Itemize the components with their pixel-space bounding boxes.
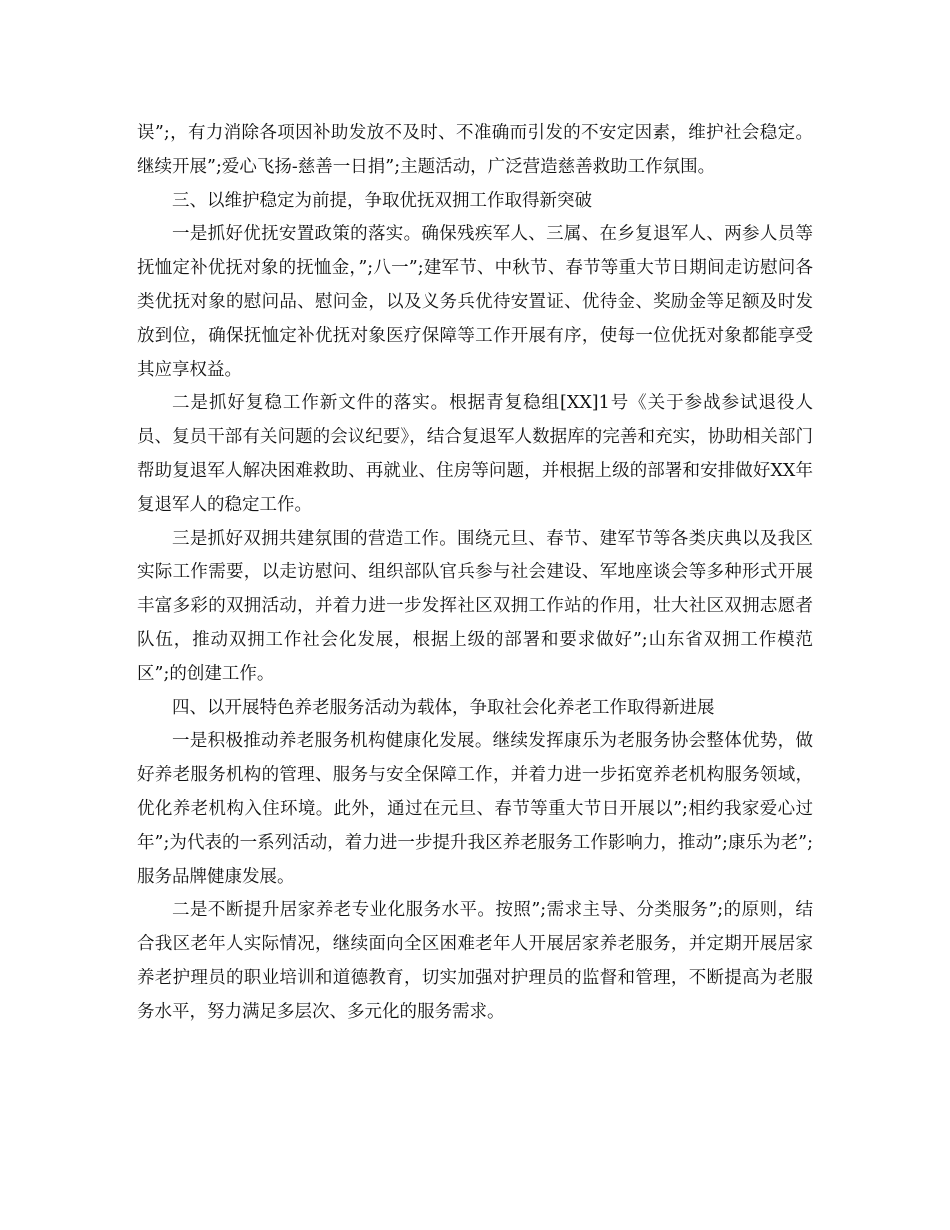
paragraph-preferential-policy: 一是抓好优抚安置政策的落实。确保残疾军人、三属、在乡复退军人、两参人员等抚恤定补优抚对象的抚恤金，”;八一”;建军节、中秋节、春节等重大节日期间走访慰问各类优抚对象的慰问品、慰问金，以及义务兵优待安置证、优待金、奖励金等足额及时发放到位，确保抚恤定补优抚对象医疗保障等工作开展有序，使每一位优抚对象都能享受其应享权益。 (137, 224, 813, 380)
paragraph-elderly-institutions: 一是积极推动养老服务机构健康化发展。继续发挥康乐为老服务协会整体优势，做好养老服务机构的管理、服务与安全保障工作，并着力进一步拓宽养老机构服务领域，优化养老机构入住环境。此外，通过在元旦、春节等重大节日开展以”;相约我家爱心过年”;为代表的一系列活动，着力进一步提升我区养老服务工作影响力，推动”;康乐为老”;服务品牌健康发展。 (137, 731, 813, 887)
paragraph-veteran-stability: 二是抓好复稳工作新文件的落实。根据青复稳组[XX]1号《关于参战参试退役人员、复员干部有关问题的会议纪要》，结合复退军人数据库的完善和充实，协助相关部门帮助复退军人解决困难救助、再就业、住房等问题，并根据上级的部署和安排做好XX年复退军人的稳定工作。 (137, 393, 813, 515)
paragraph-continuation: 误”;，有力消除各项因补助发放不及时、不准确而引发的不安定因素，维护社会稳定。继续开展”;爱心飞扬-慈善一日捐”;主题活动，广泛营造慈善救助工作氛围。 (137, 123, 813, 177)
paragraph-home-care: 二是不断提升居家养老专业化服务水平。按照”;需求主导、分类服务”;的原则，结合我区老年人实际情况，继续面向全区困难老年人开展居家养老服务，并定期开展居家养老护理员的职业培训和道德教育，切实加强对护理员的监督和管理，不断提高为老服务水平，努力满足多层次、多元化的服务需求。 (137, 900, 813, 1022)
document-page (137, 117, 813, 1030)
section-heading-4: 四、以开展特色养老服务活动为载体，争取社会化养老工作取得新进展 (172, 697, 715, 718)
paragraph-double-support: 三是抓好双拥共建氛围的营造工作。围绕元旦、春节、建军节等各类庆典以及我区实际工作需要，以走访慰问、组织部队官兵参与社会建设、军地座谈会等多种形式开展丰富多彩的双拥活动，并着力进一步发挥社区双拥工作站的作用，壮大社区双拥志愿者队伍，推动双拥工作社会化发展，根据上级的部署和要求做好”;山东省双拥工作模范区”;的创建工作。 (137, 528, 813, 684)
section-heading-3: 三、以维护稳定为前提，争取优抚双拥工作取得新突破 (172, 190, 592, 211)
